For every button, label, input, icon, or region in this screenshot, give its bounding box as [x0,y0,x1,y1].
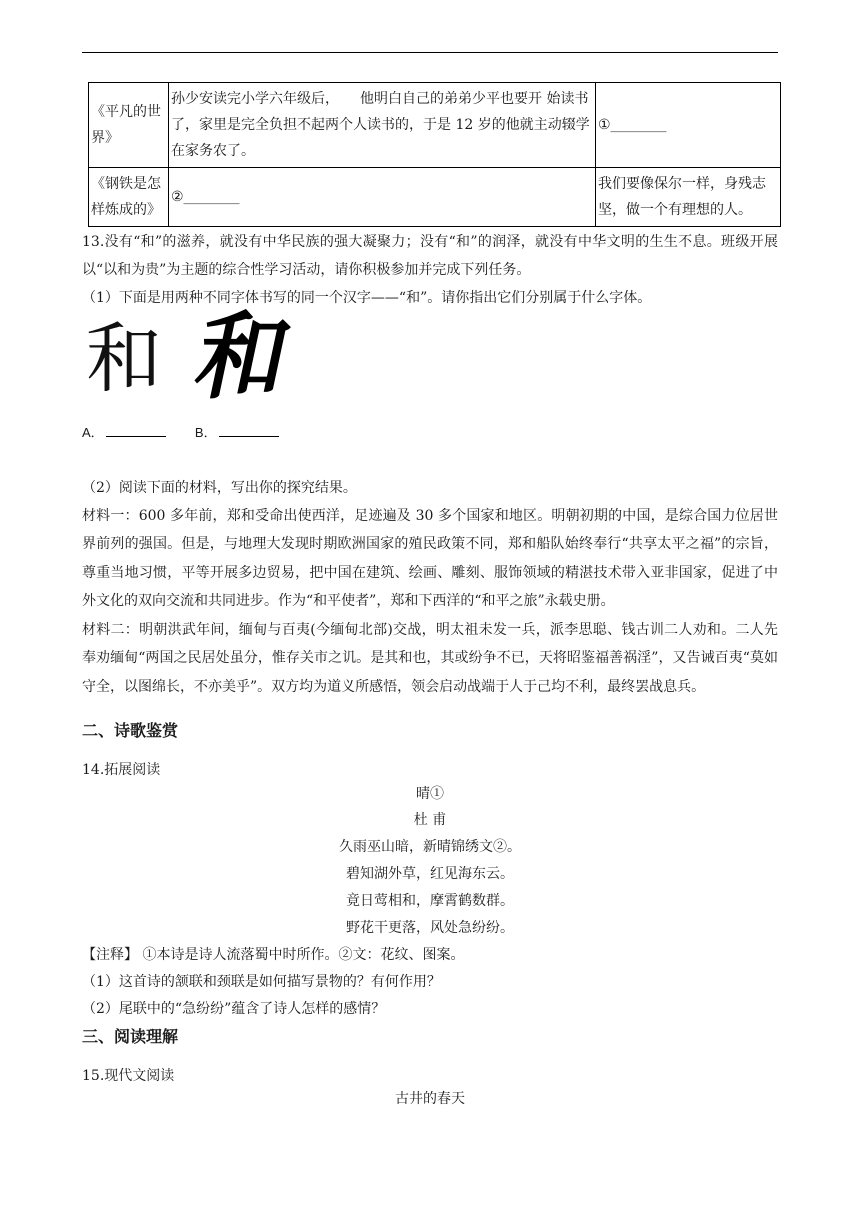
content-cell: 孙少安读完小学六年级后， 他明白自己的弟弟少平也要开 始读书了，家里是完全负担不起两个人读书的，于是 12 岁的他就主动辍学在家务农了。 [169,83,596,168]
poem-line: 久雨巫山暗，新晴锦绣文②。 [339,839,521,855]
section-2-heading: 二、诗歌鉴赏 [82,721,179,740]
option-b-label: B． [194,425,217,440]
table-row [89,168,781,227]
question-13-part1: （1）下面是用两种不同字体书写的同一个汉字——“和”。请你指出它们分别属于什么字体。 [82,290,652,306]
article-title: 古井的春天 [395,1091,465,1107]
option-a-blank[interactable] [106,436,166,437]
material-1: 材料一：600 多年前，郑和受命出使西洋，足迹遍及 30 多个国家和地区。明朝初期的中国，是综合国力位居世界前列的强国。但是，与地理大发现时期欧洲国家的殖民政策不同，郑和船队始终奉行“共享太平之福”的宗旨，尊重当地习惯，平等开展多边贸易，把中国在建筑、绘画、雕刻、服饰领域的精湛技术带入亚非国家，促进了中外文化的双向交流和共同进步。作为“和平使者”，郑和下西洋的“和平之旅”永载史册。 [82,508,778,610]
content-cell: ②________ [169,168,596,227]
answer-blanks [82,422,281,441]
question-13-part2: （2）阅读下面的材料，写出你的探究结果。 [82,480,357,496]
option-a-label: A． [82,425,104,440]
material-2: 材料二：明朝洪武年间，缅甸与百夷(今缅甸北部)交战，明太祖未发一兵，派李思聪、钱古训二人劝和。二人先奉劝缅甸“两国之民居处虽分，惟存关市之讥。是其和也，其或纷争不已，天将昭鉴福善祸淫”，又告诫百夷“莫如守全，以图绵长，不亦美乎”。双方均为道义所感悟，领会启动战端于人于己均不利，最终罢战息兵。 [82,622,778,695]
question-14-label: 14.拓展阅读 [82,762,161,778]
poem-author: 杜 甫 [413,812,447,828]
option-b-blank[interactable] [219,436,279,437]
section-3-heading: 三、阅读理解 [82,1027,179,1046]
poem-title: 晴① [416,786,444,802]
question-15-label: 15.现代文阅读 [82,1068,175,1084]
table-row [89,83,781,168]
answer-cell: ①________ [596,83,781,168]
poem-line: 碧知湖外草，红见海东云。 [346,866,514,882]
calligraphy-image [86,302,300,413]
book-title-cell: 《平凡的世界》 [89,83,169,168]
cursive-script-character: 和 [186,302,300,413]
answer-cell: 我们要像保尔一样，身残志坚，做一个有理想的人。 [596,168,781,227]
poem-line: 竟日莺相和，摩霄鹤数群。 [346,893,514,909]
question-14-part1: （1）这首诗的颔联和颈联是如何描写景物的？有何作用？ [82,974,441,990]
header-rule [82,52,778,53]
regular-script-character: 和 [86,314,162,403]
question-13-intro: 13.没有“和”的滋养，就没有中华民族的强大凝聚力；没有“和”的润泽，就没有中华文明的生生不息。班级开展以“以和为贵”为主题的综合性学习活动，请你积极参加并完成下列任务。 [82,234,778,279]
question-14-part2: （2）尾联中的“急纷纷”蕴含了诗人怎样的感情？ [82,1001,386,1017]
poem-line: 野花干更落，风处急纷纷。 [346,920,514,936]
book-table [88,82,781,227]
poem-note: 【注释】 ①本诗是诗人流落蜀中时所作。②文：花纹、图案。 [82,947,465,963]
book-title-cell: 《钢铁是怎样炼成的》 [89,168,169,227]
